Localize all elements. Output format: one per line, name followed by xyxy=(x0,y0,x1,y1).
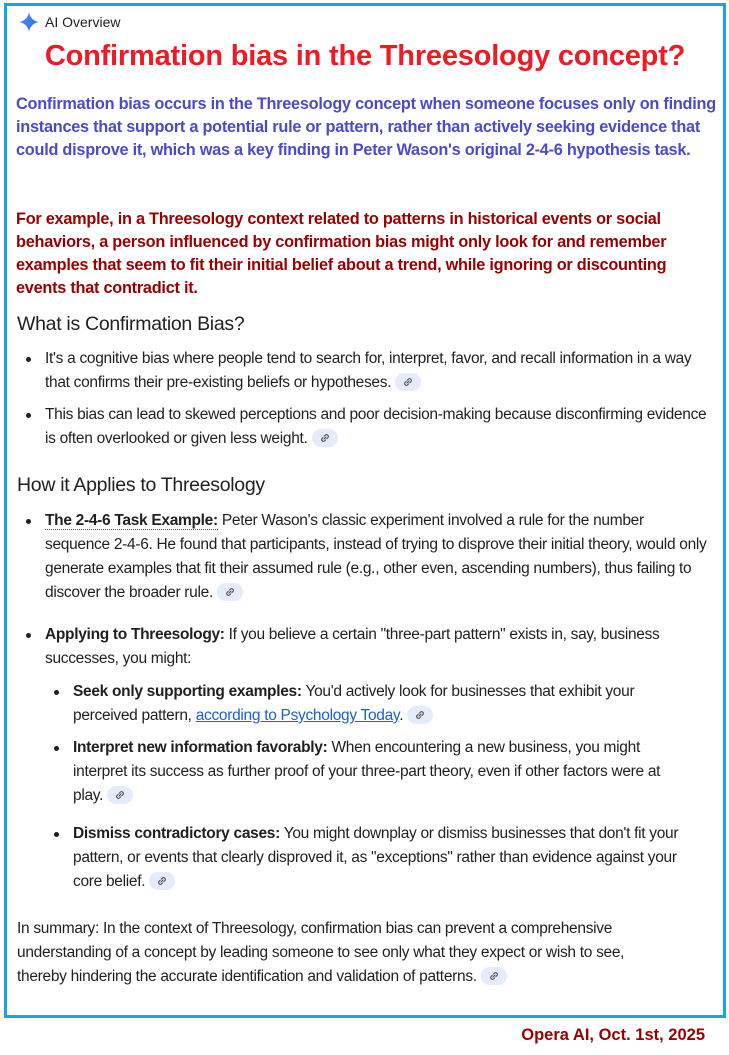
link-icon xyxy=(488,970,500,982)
list-item: The 2-4-6 Task Example: Peter Wason's classic experiment involved a rule for the number sequence 2-4-6. He found that participants, instead of trying to disprove their initial theory, would only generate examples that fit their assumed rule (e.g., other even, ascending numbers), thus failing to discover the broader rule. xyxy=(17,509,707,605)
ai-overview-panel xyxy=(4,3,726,1018)
list-item: Interpret new information favorably: When encountering a new business, you might interpret its success as further proof of your three-part theory, even if other factors were at play. xyxy=(45,736,685,808)
intro-summary: Confirmation bias occurs in the Threesology concept when someone focuses only on finding instances that support a potential rule or pattern, rather than actively seeking evidence that could disprove it, which was a key finding in Peter Wason's original 2-4-6 hypothesis task. xyxy=(16,95,716,159)
list-item: Applying to Threesology: If you believe a certain "three-part pattern" exists in, say, business successes, you might: xyxy=(17,623,707,671)
sub-list-dismiss xyxy=(45,822,685,894)
what-is-list xyxy=(17,347,707,451)
citation-link-button[interactable] xyxy=(481,967,507,985)
bullet-bold-label: Interpret new information favorably: xyxy=(73,739,328,756)
section-heading-how-applies: How it Applies to Threesology xyxy=(17,474,265,496)
footer-credit: Opera AI, Oct. 1st, 2025 xyxy=(521,1026,705,1044)
ai-overview-label: AI Overview xyxy=(45,14,121,30)
citation-link-button[interactable] xyxy=(107,786,133,804)
applying-list xyxy=(17,623,707,671)
citation-link-button[interactable] xyxy=(395,373,421,391)
list-item: This bias can lead to skewed perceptions and poor decision-making because disconfirming evidence is often overlooked or given less weight. xyxy=(17,403,707,451)
link-icon xyxy=(156,875,168,887)
list-item: Dismiss contradictory cases: You might downplay or dismiss businesses that don't fit your pattern, or events that clearly disproved it, as "exceptions" rather than evidence against your core belief. xyxy=(45,822,685,894)
link-icon xyxy=(402,376,414,388)
bullet-bold-label[interactable]: The 2-4-6 Task Example: xyxy=(45,512,218,529)
bullet-bold-label: Dismiss contradictory cases: xyxy=(73,825,280,842)
link-icon xyxy=(224,586,236,598)
link-icon xyxy=(114,789,126,801)
bullet-bold-label: Seek only supporting examples: xyxy=(73,683,302,700)
section-heading-what-is: What is Confirmation Bias? xyxy=(17,313,245,335)
citation-link-button[interactable] xyxy=(217,583,243,601)
ai-overview-header xyxy=(19,12,120,32)
citation-link-button[interactable] xyxy=(312,429,338,447)
page-title: Confirmation bias in the Threesology concept? xyxy=(44,40,686,72)
list-item: Seek only supporting examples: You'd actively look for businesses that exhibit your perceived pattern, according to Psychology Today. xyxy=(45,680,685,728)
link-icon xyxy=(319,432,331,444)
list-item: It's a cognitive bias where people tend to search for, interpret, favor, and recall information in a way that confirms their pre-existing beliefs or hypotheses. xyxy=(17,347,707,395)
link-icon xyxy=(414,709,426,721)
bullet-bold-label: Applying to Threesology: xyxy=(45,626,225,643)
sub-list-interpret xyxy=(45,736,685,808)
intro-example: For example, in a Threesology context related to patterns in historical events or social behaviors, a person influenced by confirmation bias might only look for and remember examples that seem to fit their initial belief about a trend, while ignoring or discounting events that contradict it. xyxy=(16,210,667,297)
citation-link-button[interactable] xyxy=(149,872,175,890)
sub-list-supporting xyxy=(45,680,685,728)
summary-paragraph: In summary: In the context of Threesology, confirmation bias can prevent a comprehensive understanding of a concept by leading someone to see only what they expect or wish to see, thereby hindering the accurate identification and validation of patterns. xyxy=(17,920,625,985)
citation-link-button[interactable] xyxy=(407,706,433,724)
sparkle-icon xyxy=(19,12,39,32)
how-applies-list xyxy=(17,509,707,605)
psychology-today-link[interactable]: according to Psychology Today xyxy=(195,707,400,724)
